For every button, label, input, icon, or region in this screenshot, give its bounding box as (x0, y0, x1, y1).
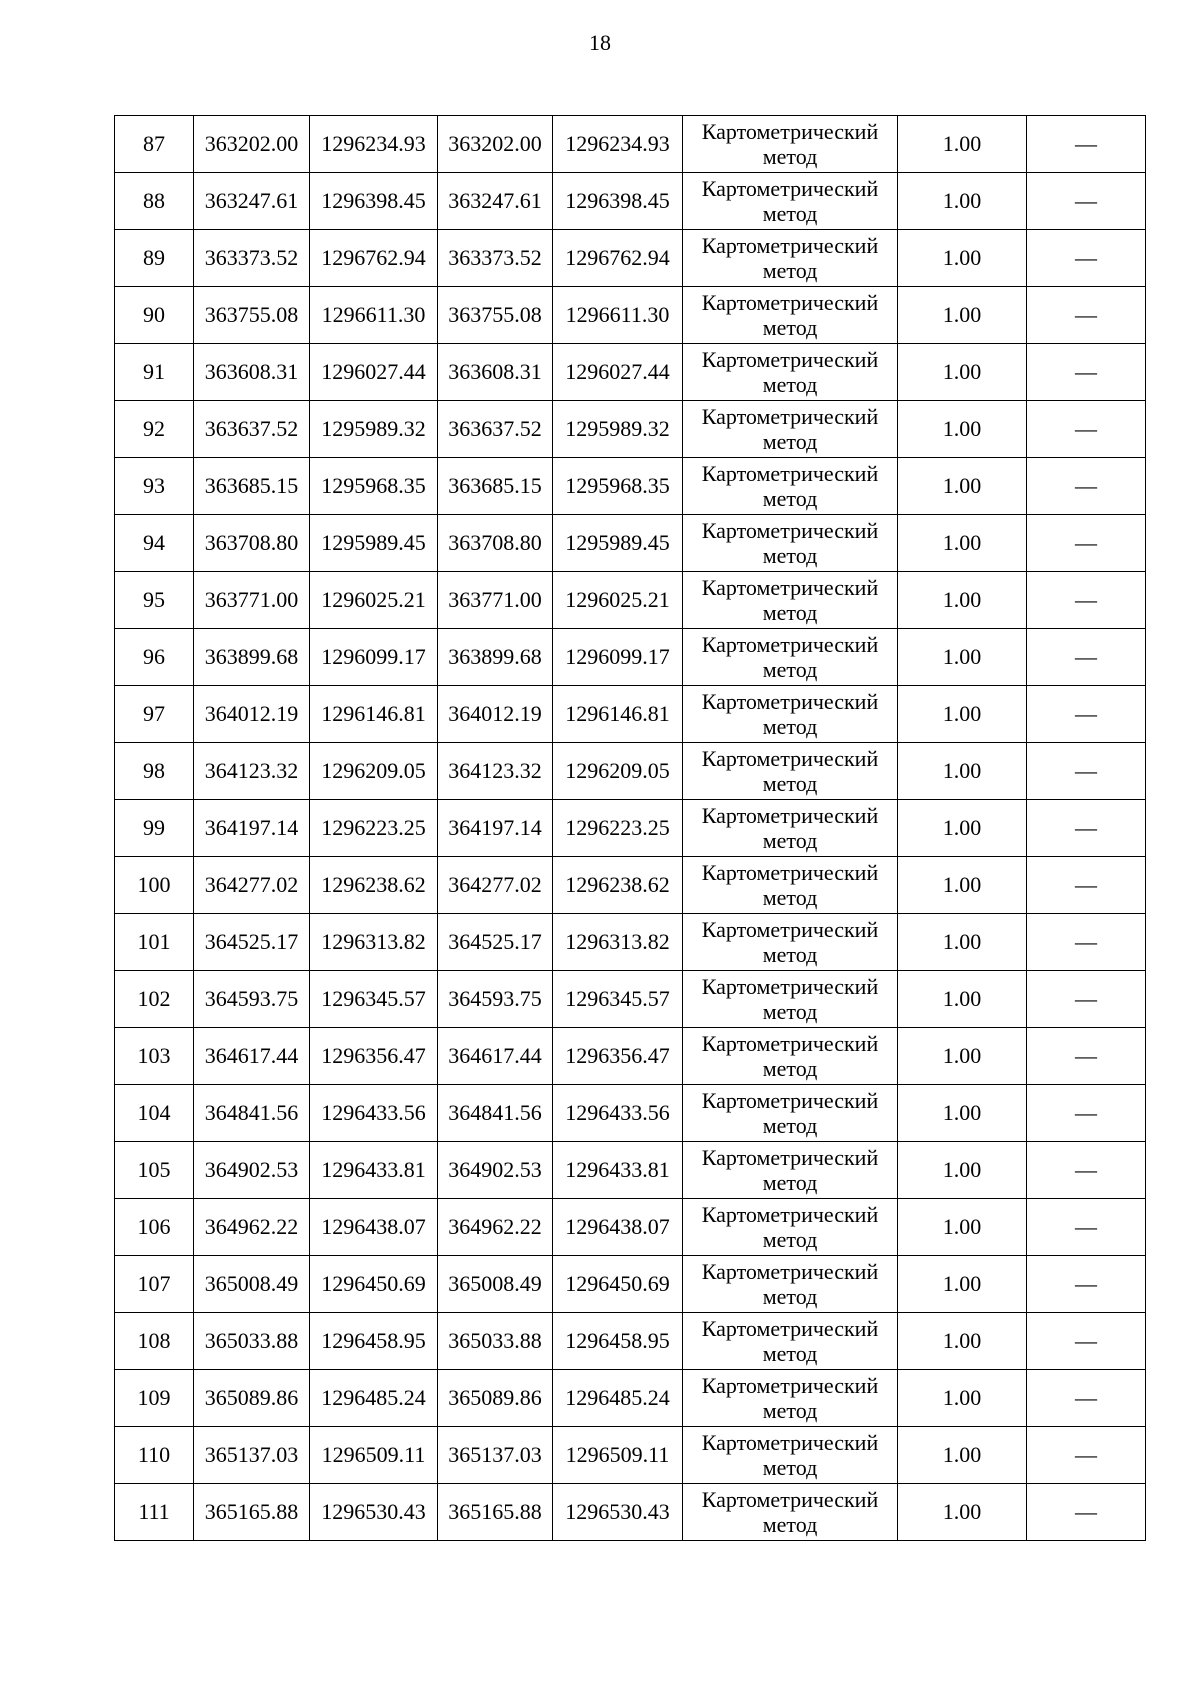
method-cell (683, 914, 898, 971)
note-cell: — (1027, 1142, 1146, 1199)
accuracy-cell: 1.00 (898, 686, 1027, 743)
point-number-cell: 105 (115, 1142, 194, 1199)
method-line-1: Картометрический (701, 518, 879, 543)
new-y-cell: 1296433.81 (553, 1142, 683, 1199)
method-cell (683, 458, 898, 515)
accuracy-cell: 1.00 (898, 971, 1027, 1028)
method-cell (683, 1142, 898, 1199)
method-line-2: метод (762, 771, 818, 796)
existing-y-cell: 1296223.25 (310, 800, 438, 857)
method-cell (683, 1313, 898, 1370)
accuracy-cell: 1.00 (898, 857, 1027, 914)
point-number-cell: 111 (115, 1484, 194, 1541)
new-y-cell: 1296356.47 (553, 1028, 683, 1085)
note-cell: — (1027, 1256, 1146, 1313)
point-number-cell: 97 (115, 686, 194, 743)
note-cell: — (1027, 572, 1146, 629)
method-line-2: метод (762, 1227, 818, 1252)
point-number-cell: 104 (115, 1085, 194, 1142)
table-row (115, 629, 1146, 686)
existing-y-cell: 1296025.21 (310, 572, 438, 629)
new-y-cell: 1296398.45 (553, 173, 683, 230)
new-x-cell: 364902.53 (438, 1142, 553, 1199)
point-number-cell: 99 (115, 800, 194, 857)
method-line-1: Картометрический (701, 746, 879, 771)
new-x-cell: 363608.31 (438, 344, 553, 401)
existing-y-cell: 1295989.45 (310, 515, 438, 572)
point-number-cell: 89 (115, 230, 194, 287)
method-line-1: Картометрический (701, 1145, 879, 1170)
new-y-cell: 1296234.93 (553, 116, 683, 173)
method-line-1: Картометрический (701, 1259, 879, 1284)
new-y-cell: 1296146.81 (553, 686, 683, 743)
method-line-2: метод (762, 1170, 818, 1195)
table-row (115, 287, 1146, 344)
point-number-cell: 109 (115, 1370, 194, 1427)
table-row (115, 1484, 1146, 1541)
note-cell: — (1027, 857, 1146, 914)
existing-x-cell: 365137.03 (194, 1427, 310, 1484)
table-row (115, 743, 1146, 800)
new-y-cell: 1296450.69 (553, 1256, 683, 1313)
new-x-cell: 364617.44 (438, 1028, 553, 1085)
method-line-2: метод (762, 1341, 818, 1366)
method-line-1: Картометрический (701, 1487, 879, 1512)
table-row (115, 1256, 1146, 1313)
table-row (115, 686, 1146, 743)
accuracy-cell: 1.00 (898, 1142, 1027, 1199)
point-number-cell: 94 (115, 515, 194, 572)
note-cell: — (1027, 1085, 1146, 1142)
method-cell (683, 173, 898, 230)
method-line-2: метод (762, 1398, 818, 1423)
existing-y-cell: 1296345.57 (310, 971, 438, 1028)
method-line-2: метод (762, 201, 818, 226)
new-y-cell: 1296238.62 (553, 857, 683, 914)
method-cell (683, 800, 898, 857)
existing-x-cell: 365165.88 (194, 1484, 310, 1541)
method-cell (683, 743, 898, 800)
table-row (115, 971, 1146, 1028)
existing-x-cell: 363202.00 (194, 116, 310, 173)
method-cell (683, 1370, 898, 1427)
table-row (115, 116, 1146, 173)
existing-x-cell: 364593.75 (194, 971, 310, 1028)
accuracy-cell: 1.00 (898, 1028, 1027, 1085)
existing-y-cell: 1296485.24 (310, 1370, 438, 1427)
existing-x-cell: 364123.32 (194, 743, 310, 800)
note-cell: — (1027, 1313, 1146, 1370)
method-line-2: метод (762, 144, 818, 169)
existing-y-cell: 1296238.62 (310, 857, 438, 914)
point-number-cell: 106 (115, 1199, 194, 1256)
point-number-cell: 102 (115, 971, 194, 1028)
method-cell (683, 515, 898, 572)
new-x-cell: 364593.75 (438, 971, 553, 1028)
method-line-1: Картометрический (701, 1031, 879, 1056)
method-line-2: метод (762, 999, 818, 1024)
method-cell (683, 401, 898, 458)
method-line-2: метод (762, 714, 818, 739)
method-line-2: метод (762, 543, 818, 568)
note-cell: — (1027, 287, 1146, 344)
method-line-1: Картометрический (701, 1202, 879, 1227)
new-y-cell: 1296313.82 (553, 914, 683, 971)
accuracy-cell: 1.00 (898, 344, 1027, 401)
table-body (115, 116, 1146, 1541)
note-cell: — (1027, 800, 1146, 857)
new-y-cell: 1296209.05 (553, 743, 683, 800)
new-y-cell: 1296025.21 (553, 572, 683, 629)
note-cell: — (1027, 971, 1146, 1028)
note-cell: — (1027, 116, 1146, 173)
new-x-cell: 365165.88 (438, 1484, 553, 1541)
new-y-cell: 1295968.35 (553, 458, 683, 515)
new-x-cell: 365008.49 (438, 1256, 553, 1313)
table-row (115, 800, 1146, 857)
existing-x-cell: 363637.52 (194, 401, 310, 458)
accuracy-cell: 1.00 (898, 173, 1027, 230)
table-row (115, 572, 1146, 629)
method-line-1: Картометрический (701, 860, 879, 885)
method-line-1: Картометрический (701, 1373, 879, 1398)
method-cell (683, 1028, 898, 1085)
method-cell (683, 344, 898, 401)
table-row (115, 1085, 1146, 1142)
method-line-1: Картометрический (701, 176, 879, 201)
table-row (115, 230, 1146, 287)
point-number-cell: 100 (115, 857, 194, 914)
method-line-1: Картометрический (701, 461, 879, 486)
existing-x-cell: 364197.14 (194, 800, 310, 857)
new-y-cell: 1296762.94 (553, 230, 683, 287)
new-x-cell: 363637.52 (438, 401, 553, 458)
existing-x-cell: 363685.15 (194, 458, 310, 515)
method-line-2: метод (762, 657, 818, 682)
new-y-cell: 1296509.11 (553, 1427, 683, 1484)
existing-y-cell: 1296234.93 (310, 116, 438, 173)
note-cell: — (1027, 401, 1146, 458)
method-line-1: Картометрический (701, 404, 879, 429)
method-line-1: Картометрический (701, 1088, 879, 1113)
table-row (115, 173, 1146, 230)
new-x-cell: 365137.03 (438, 1427, 553, 1484)
table-row (115, 1028, 1146, 1085)
accuracy-cell: 1.00 (898, 743, 1027, 800)
table-row (115, 344, 1146, 401)
new-y-cell: 1295989.32 (553, 401, 683, 458)
new-y-cell: 1296099.17 (553, 629, 683, 686)
new-y-cell: 1296530.43 (553, 1484, 683, 1541)
point-number-cell: 103 (115, 1028, 194, 1085)
note-cell: — (1027, 686, 1146, 743)
method-line-1: Картометрический (701, 1316, 879, 1341)
method-line-2: метод (762, 486, 818, 511)
note-cell: — (1027, 230, 1146, 287)
existing-x-cell: 364525.17 (194, 914, 310, 971)
existing-x-cell: 364012.19 (194, 686, 310, 743)
existing-y-cell: 1296450.69 (310, 1256, 438, 1313)
note-cell: — (1027, 458, 1146, 515)
method-line-2: метод (762, 315, 818, 340)
existing-y-cell: 1296509.11 (310, 1427, 438, 1484)
accuracy-cell: 1.00 (898, 116, 1027, 173)
method-cell (683, 116, 898, 173)
note-cell: — (1027, 1370, 1146, 1427)
method-cell (683, 287, 898, 344)
existing-y-cell: 1295989.32 (310, 401, 438, 458)
point-number-cell: 98 (115, 743, 194, 800)
existing-x-cell: 363755.08 (194, 287, 310, 344)
existing-x-cell: 363899.68 (194, 629, 310, 686)
method-line-2: метод (762, 942, 818, 967)
method-line-1: Картометрический (701, 1430, 879, 1455)
method-line-1: Картометрический (701, 803, 879, 828)
method-line-1: Картометрический (701, 290, 879, 315)
accuracy-cell: 1.00 (898, 1199, 1027, 1256)
new-x-cell: 363708.80 (438, 515, 553, 572)
new-y-cell: 1296611.30 (553, 287, 683, 344)
method-line-1: Картометрический (701, 917, 879, 942)
existing-x-cell: 363608.31 (194, 344, 310, 401)
note-cell: — (1027, 1484, 1146, 1541)
new-y-cell: 1296345.57 (553, 971, 683, 1028)
method-line-2: метод (762, 1512, 818, 1537)
new-y-cell: 1295989.45 (553, 515, 683, 572)
existing-x-cell: 365008.49 (194, 1256, 310, 1313)
method-line-1: Картометрический (701, 119, 879, 144)
new-x-cell: 363373.52 (438, 230, 553, 287)
note-cell: — (1027, 1427, 1146, 1484)
method-cell (683, 230, 898, 287)
accuracy-cell: 1.00 (898, 914, 1027, 971)
note-cell: — (1027, 629, 1146, 686)
method-line-1: Картометрический (701, 974, 879, 999)
new-x-cell: 364525.17 (438, 914, 553, 971)
existing-y-cell: 1296099.17 (310, 629, 438, 686)
point-number-cell: 107 (115, 1256, 194, 1313)
new-y-cell: 1296438.07 (553, 1199, 683, 1256)
note-cell: — (1027, 743, 1146, 800)
method-cell (683, 971, 898, 1028)
note-cell: — (1027, 914, 1146, 971)
note-cell: — (1027, 1028, 1146, 1085)
existing-x-cell: 365089.86 (194, 1370, 310, 1427)
existing-x-cell: 363247.61 (194, 173, 310, 230)
accuracy-cell: 1.00 (898, 1256, 1027, 1313)
new-x-cell: 363755.08 (438, 287, 553, 344)
existing-x-cell: 363708.80 (194, 515, 310, 572)
method-line-2: метод (762, 600, 818, 625)
table-row (115, 515, 1146, 572)
method-line-2: метод (762, 1056, 818, 1081)
accuracy-cell: 1.00 (898, 1370, 1027, 1427)
new-x-cell: 364197.14 (438, 800, 553, 857)
method-cell (683, 1256, 898, 1313)
accuracy-cell: 1.00 (898, 401, 1027, 458)
new-x-cell: 364277.02 (438, 857, 553, 914)
table-row (115, 857, 1146, 914)
new-x-cell: 364962.22 (438, 1199, 553, 1256)
existing-y-cell: 1295968.35 (310, 458, 438, 515)
point-number-cell: 110 (115, 1427, 194, 1484)
table-row (115, 1142, 1146, 1199)
point-number-cell: 91 (115, 344, 194, 401)
coordinates-table (114, 115, 1146, 1541)
accuracy-cell: 1.00 (898, 230, 1027, 287)
method-line-2: метод (762, 429, 818, 454)
accuracy-cell: 1.00 (898, 515, 1027, 572)
method-line-2: метод (762, 1455, 818, 1480)
new-y-cell: 1296027.44 (553, 344, 683, 401)
method-cell (683, 629, 898, 686)
new-x-cell: 364012.19 (438, 686, 553, 743)
table-row (115, 914, 1146, 971)
new-x-cell: 363202.00 (438, 116, 553, 173)
accuracy-cell: 1.00 (898, 458, 1027, 515)
existing-y-cell: 1296438.07 (310, 1199, 438, 1256)
existing-x-cell: 364617.44 (194, 1028, 310, 1085)
method-line-1: Картометрический (701, 233, 879, 258)
new-x-cell: 365089.86 (438, 1370, 553, 1427)
method-line-1: Картометрический (701, 347, 879, 372)
new-y-cell: 1296458.95 (553, 1313, 683, 1370)
accuracy-cell: 1.00 (898, 1427, 1027, 1484)
note-cell: — (1027, 173, 1146, 230)
method-cell (683, 1427, 898, 1484)
existing-y-cell: 1296356.47 (310, 1028, 438, 1085)
accuracy-cell: 1.00 (898, 800, 1027, 857)
method-cell (683, 686, 898, 743)
table-row (115, 1313, 1146, 1370)
note-cell: — (1027, 515, 1146, 572)
table-row (115, 401, 1146, 458)
existing-y-cell: 1296313.82 (310, 914, 438, 971)
existing-x-cell: 365033.88 (194, 1313, 310, 1370)
existing-x-cell: 364962.22 (194, 1199, 310, 1256)
table-row (115, 1427, 1146, 1484)
new-x-cell: 364123.32 (438, 743, 553, 800)
point-number-cell: 96 (115, 629, 194, 686)
existing-y-cell: 1296209.05 (310, 743, 438, 800)
existing-y-cell: 1296433.81 (310, 1142, 438, 1199)
existing-y-cell: 1296530.43 (310, 1484, 438, 1541)
new-x-cell: 364841.56 (438, 1085, 553, 1142)
point-number-cell: 95 (115, 572, 194, 629)
method-line-1: Картометрический (701, 632, 879, 657)
method-cell (683, 1484, 898, 1541)
accuracy-cell: 1.00 (898, 1484, 1027, 1541)
existing-x-cell: 363373.52 (194, 230, 310, 287)
method-line-2: метод (762, 828, 818, 853)
new-x-cell: 363247.61 (438, 173, 553, 230)
note-cell: — (1027, 344, 1146, 401)
existing-y-cell: 1296146.81 (310, 686, 438, 743)
new-y-cell: 1296485.24 (553, 1370, 683, 1427)
new-y-cell: 1296223.25 (553, 800, 683, 857)
point-number-cell: 108 (115, 1313, 194, 1370)
method-cell (683, 572, 898, 629)
method-line-2: метод (762, 258, 818, 283)
existing-x-cell: 364902.53 (194, 1142, 310, 1199)
existing-y-cell: 1296611.30 (310, 287, 438, 344)
existing-y-cell: 1296398.45 (310, 173, 438, 230)
method-cell (683, 857, 898, 914)
existing-y-cell: 1296762.94 (310, 230, 438, 287)
method-line-1: Картометрический (701, 689, 879, 714)
method-line-2: метод (762, 885, 818, 910)
method-line-1: Картометрический (701, 575, 879, 600)
new-y-cell: 1296433.56 (553, 1085, 683, 1142)
point-number-cell: 87 (115, 116, 194, 173)
existing-y-cell: 1296027.44 (310, 344, 438, 401)
accuracy-cell: 1.00 (898, 287, 1027, 344)
new-x-cell: 363771.00 (438, 572, 553, 629)
accuracy-cell: 1.00 (898, 1085, 1027, 1142)
point-number-cell: 93 (115, 458, 194, 515)
page-number: 18 (589, 30, 611, 55)
table-row (115, 1370, 1146, 1427)
existing-x-cell: 364841.56 (194, 1085, 310, 1142)
new-x-cell: 363685.15 (438, 458, 553, 515)
accuracy-cell: 1.00 (898, 572, 1027, 629)
point-number-cell: 101 (115, 914, 194, 971)
method-line-2: метод (762, 1113, 818, 1138)
existing-y-cell: 1296458.95 (310, 1313, 438, 1370)
method-line-2: метод (762, 372, 818, 397)
new-x-cell: 365033.88 (438, 1313, 553, 1370)
table-row (115, 1199, 1146, 1256)
point-number-cell: 88 (115, 173, 194, 230)
new-x-cell: 363899.68 (438, 629, 553, 686)
method-cell (683, 1199, 898, 1256)
point-number-cell: 90 (115, 287, 194, 344)
method-line-2: метод (762, 1284, 818, 1309)
accuracy-cell: 1.00 (898, 629, 1027, 686)
note-cell: — (1027, 1199, 1146, 1256)
method-cell (683, 1085, 898, 1142)
table-row (115, 458, 1146, 515)
point-number-cell: 92 (115, 401, 194, 458)
existing-y-cell: 1296433.56 (310, 1085, 438, 1142)
existing-x-cell: 363771.00 (194, 572, 310, 629)
existing-x-cell: 364277.02 (194, 857, 310, 914)
accuracy-cell: 1.00 (898, 1313, 1027, 1370)
